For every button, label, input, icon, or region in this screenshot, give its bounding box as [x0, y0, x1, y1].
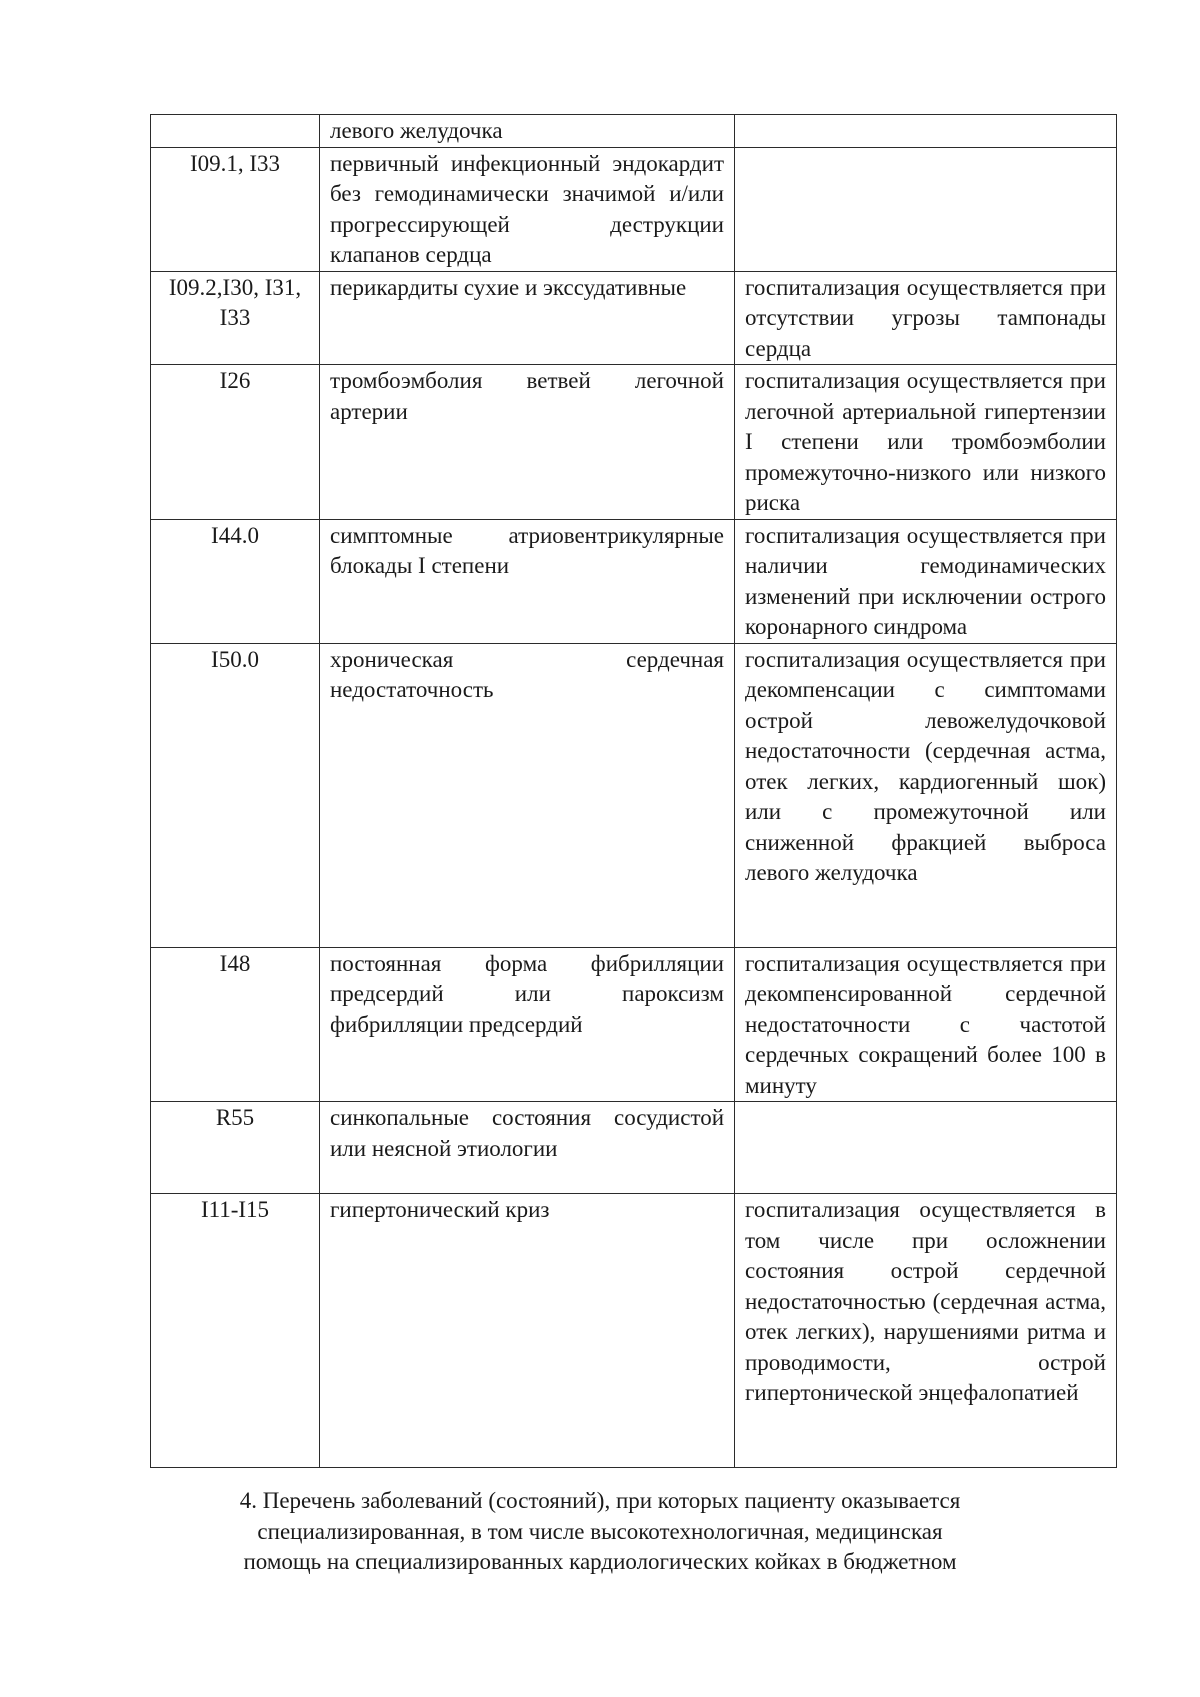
disease-table: [150, 114, 1117, 1468]
code-cell: I09.1, I33: [151, 147, 320, 271]
table-row: [151, 1194, 1117, 1468]
condition-cell: [735, 115, 1117, 148]
section-heading: [180, 1486, 1020, 1578]
code-cell: R55: [151, 1102, 320, 1194]
condition-cell: госпитализация осуществляется при легочной артериальной гипертензии I степени или тромбоэмболии промежуточно-низкого или низкого риска: [735, 365, 1117, 520]
disease-name-cell: левого желудочка: [320, 115, 735, 148]
condition-cell: госпитализация осуществляется в том числе при осложнении состояния острой сердечной недостаточностью (сердечная астма, отек легких), нарушениями ритма и проводимости, острой гипертонической энцефалопатией: [735, 1194, 1117, 1468]
disease-name-cell: постоянная форма фибрилляции предсердий или пароксизм фибрилляции предсердий: [320, 947, 735, 1102]
code-cell: I09.2,I30, I31, I33: [151, 271, 320, 365]
disease-name-cell: синкопальные состояния сосудистой или неясной этиологии: [320, 1102, 735, 1194]
disease-name-cell: гипертонический криз: [320, 1194, 735, 1468]
condition-cell: госпитализация осуществляется при отсутствии угрозы тампонады сердца: [735, 271, 1117, 365]
section-heading-line: 4. Перечень заболеваний (состояний), при которых пациенту оказывается: [239, 1488, 961, 1513]
condition-cell: госпитализация осуществляется при декомпенсации с симптомами острой левожелудочковой недостаточности (сердечная астма, отек легких, кардиогенный шок) или с промежуточной или сниженной фракцией выброса левого желудочка: [735, 643, 1117, 947]
condition-cell: [735, 1102, 1117, 1194]
table-row: [151, 947, 1117, 1102]
table-row: [151, 643, 1117, 947]
condition-cell: [735, 147, 1117, 271]
disease-name-cell: тромбоэмболия ветвей легочной артерии: [320, 365, 735, 520]
code-cell: I11-I15: [151, 1194, 320, 1468]
table-row: [151, 1102, 1117, 1194]
code-cell: I26: [151, 365, 320, 520]
section-heading-line: специализированная, в том числе высокотехнологичная, медицинская: [257, 1518, 943, 1544]
table-row: [151, 147, 1117, 271]
table-row: [151, 365, 1117, 520]
disease-name-cell: симптомные атриовентрикулярные блокады I степени: [320, 519, 735, 643]
table-row: [151, 115, 1117, 148]
code-cell: I44.0: [151, 519, 320, 643]
disease-name-cell: первичный инфекционный эндокардит без гемодинамически значимой и/или прогрессирующей деструкции клапанов сердца: [320, 147, 735, 271]
code-cell: I50.0: [151, 643, 320, 947]
condition-cell: госпитализация осуществляется при декомпенсированной сердечной недостаточности с частотой сердечных сокращений более 100 в минуту: [735, 947, 1117, 1102]
condition-cell: госпитализация осуществляется при наличии гемодинамических изменений при исключении острого коронарного синдрома: [735, 519, 1117, 643]
disease-name-cell: хроническая сердечная недостаточность: [320, 643, 735, 947]
disease-name-cell: перикардиты сухие и экссудативные: [320, 271, 735, 365]
section-heading-line: помощь на специализированных кардиологических койках в бюджетном: [243, 1549, 957, 1574]
table-row: [151, 519, 1117, 643]
code-cell: I48: [151, 947, 320, 1102]
code-cell: [151, 115, 320, 148]
table-row: [151, 271, 1117, 365]
